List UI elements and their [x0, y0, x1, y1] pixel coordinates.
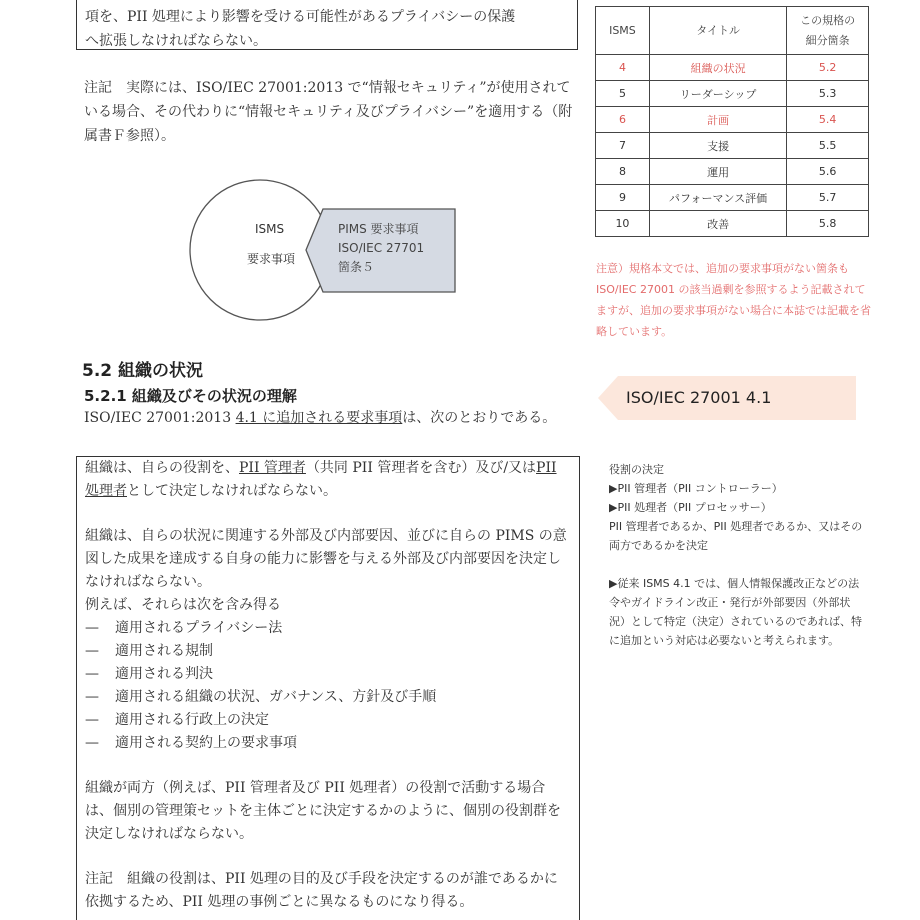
intro-text: は、次のとおりである。	[402, 410, 557, 426]
cell-title: 組織の状況	[649, 55, 786, 81]
cell-clause: 5.3	[787, 81, 869, 107]
table-row	[596, 81, 869, 107]
note-paragraph: 注記 実際には、ISO/IEC 27001:2013 で“情報セキュリティ”が使用されている場合、その代わりに“情報セキュリティ及びプライバシー”を適用する（附属書Ｆ参照）。	[84, 80, 573, 144]
commentary-line: ▶PII 処理者（PII プロセッサー）	[609, 501, 772, 514]
commentary-line: 役割の決定	[609, 463, 664, 476]
cell-isms: 6	[596, 107, 650, 133]
cell-isms: 7	[596, 133, 650, 159]
requirement-box-main	[76, 456, 580, 920]
list-item-text: 適用される組織の状況、ガバナンス、方針及び手順	[115, 689, 437, 705]
section-heading: 5.2 組織の状況	[82, 361, 204, 381]
venn-diagram-svg	[180, 170, 480, 330]
list-item	[85, 617, 571, 640]
requirement-text-line: 項を、PII 処理により影響を受ける可能性があるプライバシーの保護	[85, 9, 516, 25]
table-row	[596, 211, 869, 237]
requirement-paragraph: 組織が両方（例えば、PII 管理者及び PII 処理者）の役割で活動する場合は、個別の管理策セットを主体ごとに決定するかのように、個別の役割群を決定しなければならない。	[85, 780, 561, 842]
requirement-text: 組織は、自らの役割を、	[85, 460, 239, 476]
requirement-paragraph: 組織は、自らの状況に関連する外部及び内部要因、並びに自らの PIMS の意図した成果を達成する自身の能力に影響を与える外部及び内部要因を決定しなければならない。	[85, 528, 567, 590]
cell-isms: 5	[596, 81, 650, 107]
side-commentary	[609, 460, 865, 650]
list-item	[85, 663, 571, 686]
cell-title: 改善	[649, 211, 786, 237]
scope-diagram	[180, 170, 480, 330]
cell-isms: 9	[596, 185, 650, 211]
pii-controller-term-link[interactable]: PII 管理者	[239, 460, 306, 476]
cell-clause: 5.7	[787, 185, 869, 211]
cell-title: 計画	[649, 107, 786, 133]
cell-title: リーダーシップ	[649, 81, 786, 107]
dash-marker: —	[85, 689, 99, 705]
pims-label-line: 箇条５	[338, 260, 375, 274]
dash-marker: —	[85, 735, 99, 751]
cell-clause: 5.5	[787, 133, 869, 159]
column-header-title: タイトル	[649, 7, 786, 55]
cell-clause: 5.6	[787, 159, 869, 185]
requirement-paragraph	[85, 457, 571, 503]
pims-label	[338, 220, 424, 277]
list-item	[85, 709, 571, 732]
requirement-text-line: へ拡張しなければならない。	[85, 33, 267, 49]
requirement-text: として決定しなければならない。	[127, 483, 337, 499]
cell-isms: 8	[596, 159, 650, 185]
dash-marker: —	[85, 620, 99, 636]
dash-marker: —	[85, 666, 99, 682]
table-row	[596, 159, 869, 185]
list-item-text: 適用される規制	[115, 643, 213, 659]
list-item-text: 適用される契約上の要求事項	[115, 735, 297, 751]
caution-note: 注意）規格本文では、追加の要求事項がない箇条も ISO/IEC 27001 の該当過剰を参照するよう記載されてますが、追加の要求事項がない場合に本誌では記載を省略しています。	[596, 262, 871, 338]
requirement-box-top	[76, 0, 578, 50]
list-item-text: 適用される行政上の決定	[115, 712, 269, 728]
table-row	[596, 185, 869, 211]
reference-banner	[598, 376, 856, 420]
commentary-line: PII 管理者であるか、PII 処理者であるか、又はその両方であるかを決定	[609, 520, 863, 552]
column-header-clause	[787, 7, 869, 55]
list-item	[85, 640, 571, 663]
reference-label: ISO/IEC 27001 4.1	[626, 388, 772, 407]
intro-text: ISO/IEC 27001:2013	[84, 410, 236, 426]
table-row	[596, 107, 869, 133]
cell-clause: 5.4	[787, 107, 869, 133]
pii-processor-term-link[interactable]: PII 処理者	[85, 460, 557, 499]
table-header-row	[596, 7, 869, 55]
factor-list	[85, 617, 571, 755]
intro-paragraph	[84, 407, 580, 429]
cell-clause: 5.2	[787, 55, 869, 81]
list-item	[85, 686, 571, 709]
cell-clause: 5.8	[787, 211, 869, 237]
cell-title: 運用	[649, 159, 786, 185]
dash-marker: —	[85, 643, 99, 659]
pims-label-line: PIMS 要求事項	[338, 222, 419, 236]
requirement-text: （共同 PII 管理者を含む）及び/又は	[305, 460, 537, 476]
subsection-heading: 5.2.1 組織及びその状況の理解	[84, 387, 297, 405]
pims-label-line: ISO/IEC 27701	[338, 241, 425, 255]
added-requirements-link[interactable]: 4.1 に追加される要求事項	[235, 410, 403, 426]
list-item	[85, 732, 571, 755]
cell-title: パフォーマンス評価	[649, 185, 786, 211]
table-row	[596, 133, 869, 159]
isms-label: ISMS	[255, 222, 285, 236]
table-row	[596, 55, 869, 81]
commentary-line: ▶従来 ISMS 4.1 では、個人情報保護改正などの法令やガイドライン改正・発行が外部要因（外部状況）として特定（決定）されているのであれば、特に追加という対応は必要ないと考えられます。	[609, 577, 862, 647]
clause-mapping-table	[595, 6, 869, 237]
list-item-text: 適用されるプライバシー法	[115, 620, 283, 636]
cell-isms: 10	[596, 211, 650, 237]
requirement-paragraph: 例えば、それらは次を含み得る	[85, 597, 281, 613]
cell-title: 支援	[649, 133, 786, 159]
header-line: 細分箇条	[805, 33, 850, 47]
header-line: この規格の	[800, 13, 856, 27]
dash-marker: —	[85, 712, 99, 728]
column-header-isms: ISMS	[596, 7, 650, 55]
list-item-text: 適用される判決	[115, 666, 213, 682]
cell-isms: 4	[596, 55, 650, 81]
note-paragraph: 注記 組織の役割は、PII 処理の目的及び手段を決定するのが誰であるかに依拠するため、PII 処理の事例ごとに異なるものになり得る。	[85, 871, 558, 910]
commentary-line: ▶PII 管理者（PII コントローラー）	[609, 482, 783, 495]
isms-requirements-label: 要求事項	[247, 252, 296, 266]
